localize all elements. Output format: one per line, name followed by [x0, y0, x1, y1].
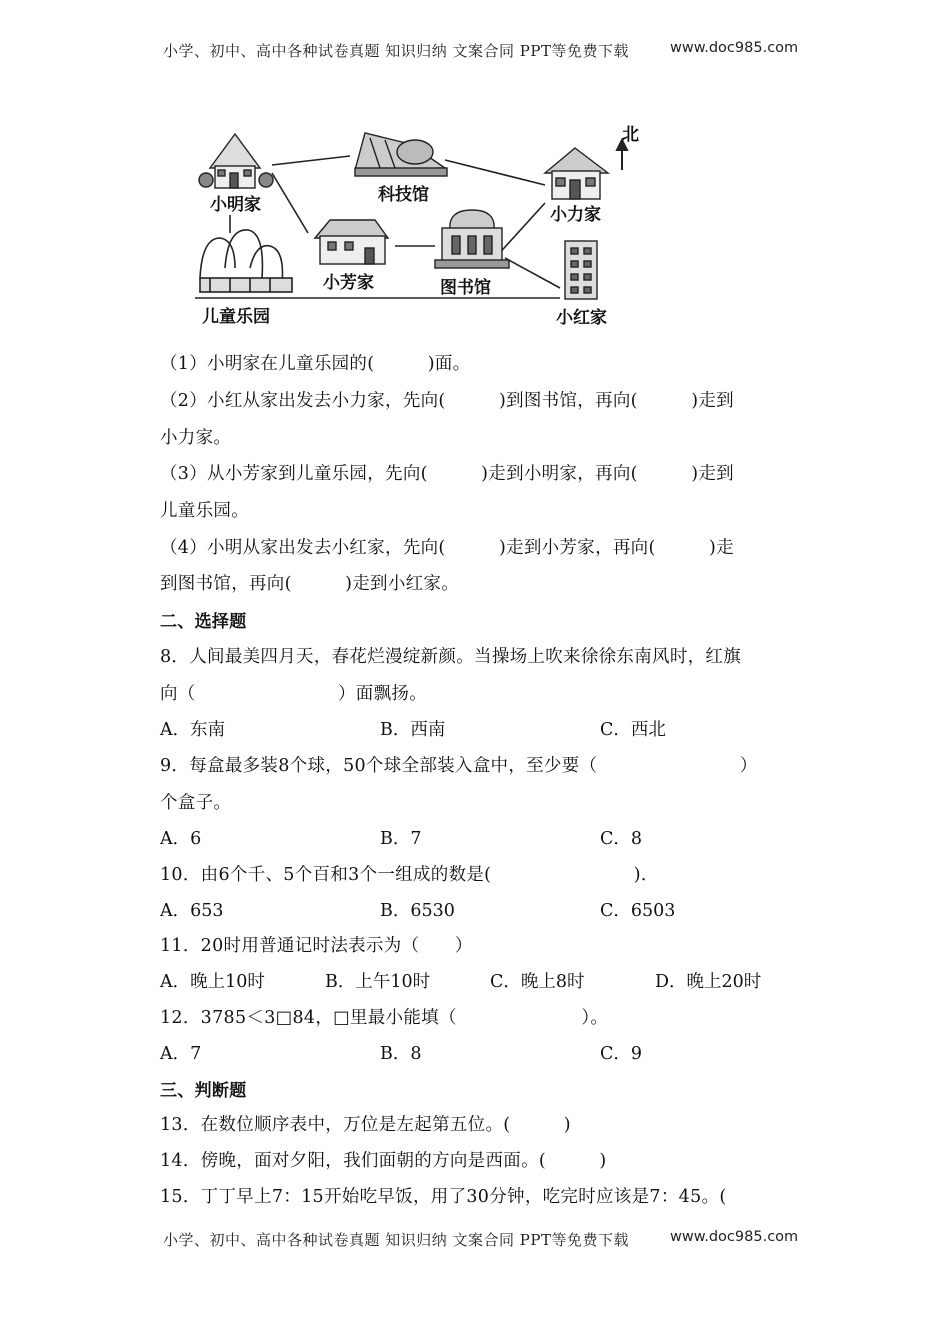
- q8-option-a[interactable]: A．东南: [160, 720, 226, 740]
- question-8-cont: 向（ ）面飘扬。: [160, 684, 427, 704]
- question-12: 12．3785＜3□84，□里最小能填（ ）。: [160, 1008, 609, 1028]
- q12-option-a[interactable]: A．7: [160, 1044, 202, 1064]
- label-xiaoli: 小力家: [550, 205, 601, 225]
- label-xiaohong: 小红家: [556, 308, 607, 328]
- question-10: 10．由6个千、5个百和3个一组成的数是( )．: [160, 865, 659, 885]
- house-icon: [199, 134, 273, 188]
- question-9-cont: 个盒子。: [160, 793, 232, 813]
- q10-option-b[interactable]: B．6530: [380, 901, 455, 921]
- question-7-3: （3）从小芳家到儿童乐园，先向( )走到小明家，再向( )走到: [160, 464, 734, 484]
- question-15: 15．丁丁早上7：15开始吃早饭，用了30分钟，吃完时应该是7：45。(: [160, 1187, 727, 1207]
- q8-option-b[interactable]: B．西南: [380, 720, 446, 740]
- road-xiaoming-xiaofang: [272, 173, 308, 233]
- question-8: 8．人间最美四月天，春花烂漫绽新颜。当操场上吹来徐徐东南风时，红旗: [160, 647, 742, 667]
- label-keji: 科技馆: [378, 185, 429, 205]
- question-14: 14．傍晚，面对夕阳，我们面朝的方向是西面。( ): [160, 1151, 607, 1171]
- apartment-icon: [565, 241, 597, 299]
- road-xiaoming-keji: [272, 156, 350, 165]
- house-icon: [315, 220, 388, 264]
- question-7-2: （2）小红从家出发去小力家，先向( )到图书馆，再向( )走到: [160, 391, 734, 411]
- header-url[interactable]: www.doc985.com: [670, 40, 799, 56]
- q8-option-c[interactable]: C．西北: [600, 720, 666, 740]
- q10-option-c[interactable]: C．6503: [600, 901, 676, 921]
- q9-option-b[interactable]: B．7: [380, 829, 422, 849]
- question-13: 13．在数位顺序表中，万位是左起第五位。( ): [160, 1115, 571, 1135]
- label-tushu: 图书馆: [440, 278, 491, 298]
- rollercoaster-icon: [200, 230, 292, 292]
- q10-option-a[interactable]: A．653: [160, 901, 224, 921]
- question-9: 9．每盒最多装8个球，50个球全部装入盒中，至少要（ ）: [160, 756, 758, 776]
- footer-text: 小学、初中、高中各种试卷真题 知识归纳 文案合同 PPT等免费下载: [163, 1231, 629, 1249]
- header-text: 小学、初中、高中各种试卷真题 知识归纳 文案合同 PPT等免费下载: [163, 42, 629, 60]
- museum-icon: [355, 133, 447, 176]
- library-icon: [435, 210, 509, 268]
- footer-url[interactable]: www.doc985.com: [670, 1229, 799, 1245]
- question-11: 11．20时用普通记时法表示为（ ）: [160, 936, 473, 956]
- q11-option-b[interactable]: B．上午10时: [325, 972, 431, 992]
- house-icon: [545, 148, 608, 199]
- q9-option-c[interactable]: C．8: [600, 829, 643, 849]
- section-heading-choice: 二、选择题: [160, 612, 247, 632]
- question-7-4: （4）小明从家出发去小红家，先向( )走到小芳家，再向( )走: [160, 538, 734, 558]
- road-keji-xiaoli: [445, 160, 545, 185]
- north-label: 北: [622, 125, 639, 145]
- map-figure: [190, 118, 660, 333]
- q11-option-d[interactable]: D．晚上20时: [655, 972, 762, 992]
- q11-option-c[interactable]: C．晚上8时: [490, 972, 585, 992]
- section-heading-judge: 三、判断题: [160, 1081, 247, 1101]
- question-7-2-cont: 小力家。: [160, 428, 232, 448]
- question-7-1: （1）小明家在儿童乐园的( )面。: [160, 354, 471, 374]
- label-ertong: 儿童乐园: [202, 307, 270, 327]
- question-7-3-cont: 儿童乐园。: [160, 501, 249, 521]
- q12-option-b[interactable]: B．8: [380, 1044, 422, 1064]
- q9-option-a[interactable]: A．6: [160, 829, 202, 849]
- label-xiaoming: 小明家: [210, 195, 261, 215]
- q12-option-c[interactable]: C．9: [600, 1044, 643, 1064]
- question-7-4-cont: 到图书馆，再向( )走到小红家。: [160, 574, 460, 594]
- label-xiaofang: 小芳家: [323, 273, 374, 293]
- q11-option-a[interactable]: A．晚上10时: [160, 972, 265, 992]
- road-tushu-xiaohong: [505, 258, 560, 288]
